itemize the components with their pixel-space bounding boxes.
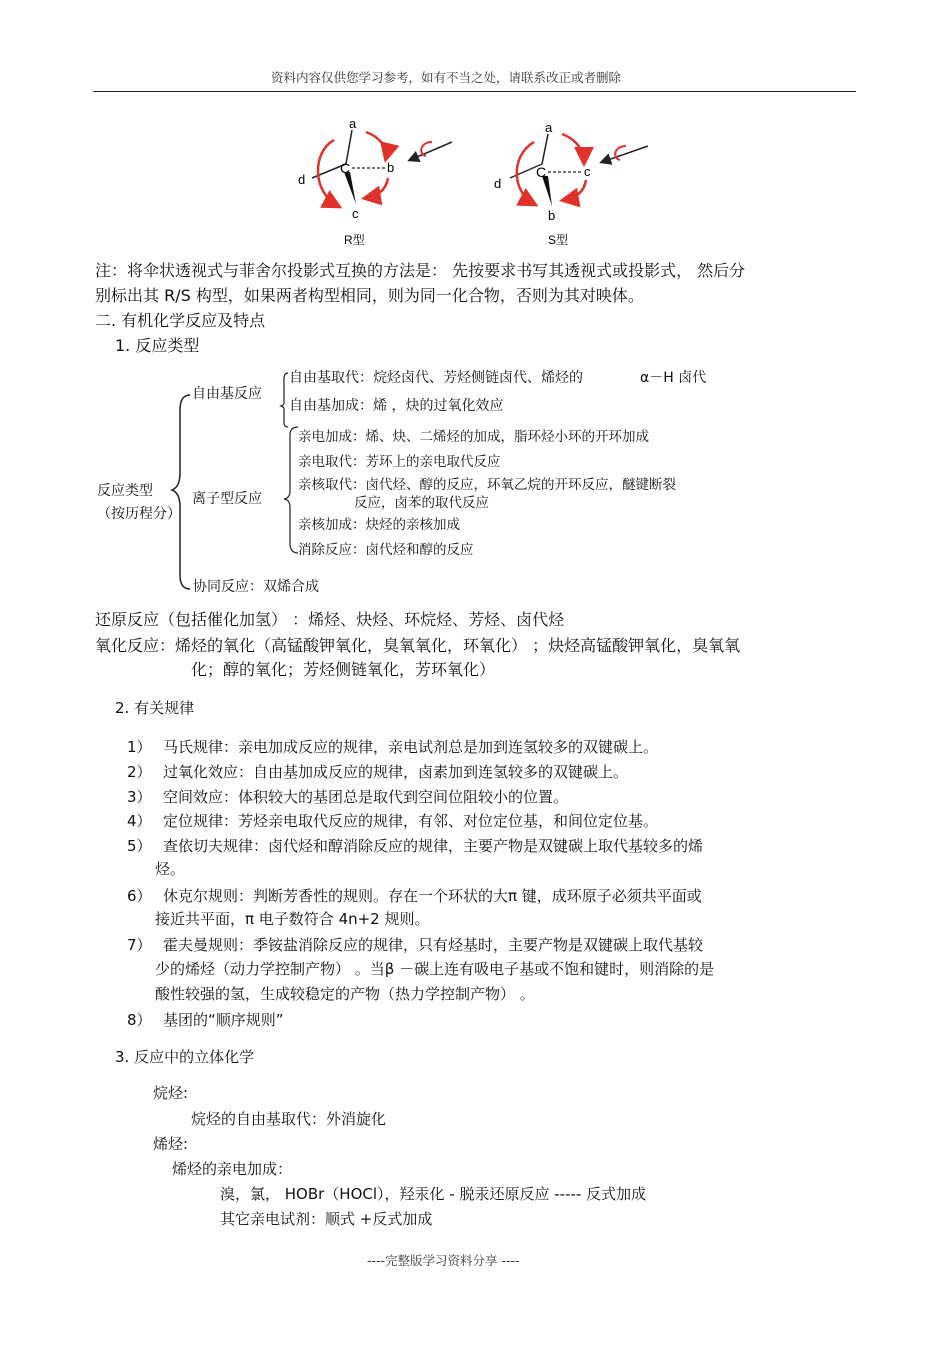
tree-radical-addition: 自由基加成：烯 ，炔的过氧化效应 <box>289 398 504 414</box>
rule-number: 2） <box>127 763 152 781</box>
rule-number: 5） <box>127 837 152 855</box>
rule-text: 霍夫曼规则：季铵盐消除反应的规律，只有烃基时，主要产物是双键碳上取代基较 <box>163 936 704 954</box>
r-right-label: b <box>387 160 395 175</box>
alkene-heading: 烯烃: <box>153 1135 189 1153</box>
r-top-label: a <box>349 116 357 131</box>
rule-text-continued: 酸性较强的氢，生成较稳定的产物（热力学控制产物） 。 <box>155 985 535 1003</box>
subsection-3-heading: 3. 反应中的立体化学 <box>115 1048 255 1066</box>
r-center-label: C <box>340 160 351 176</box>
rule-text: 过氧化效应：自由基加成反应的规律，卤素加到连氢较多的双键碳上。 <box>163 763 629 781</box>
alkane-heading: 烷烃: <box>153 1084 189 1102</box>
rule-number: 8） <box>127 1011 152 1029</box>
header-rule <box>93 91 856 92</box>
s-configuration-diagram <box>494 120 648 247</box>
alkane-item: 烷烃的自由基取代：外消旋化 <box>191 1110 387 1128</box>
page-footer: ----完整版学习资料分享 ---- <box>367 1253 520 1268</box>
rule-text: 马氏规律：亲电加成反应的规律，亲电试剂总是加到连氢较多的双键碳上。 <box>163 738 659 756</box>
oxidation-line-2: 化；醇的氧化；芳烃侧链氧化，芳环氧化） <box>191 660 496 679</box>
tree-ionic-item: 消除反应：卤代烃和醇的反应 <box>298 542 474 558</box>
reduction-text: 还原反应（包括催化加氢） ：烯烃、炔烃、环烷烃、芳烃、卤代烃 <box>95 610 565 629</box>
subsection-2-heading: 2. 有关规律 <box>115 699 195 717</box>
tree-ionic-item: 亲电加成：烯、炔、二烯烃的加成，脂环烃小环的开环加成 <box>298 429 649 445</box>
rule-text-continued: 烃。 <box>155 860 186 878</box>
rule-text: 空间效应：体积较大的基团总是取代到空间位阻较小的位置。 <box>163 788 569 806</box>
s-center-label: C <box>536 164 547 180</box>
s-caption: S型 <box>548 233 569 247</box>
alkene-line-2: 其它亲电试剂：顺式 +反式加成 <box>220 1210 433 1228</box>
tree-radical-substitution: 自由基取代：烷烃卤代、芳烃侧链卤代、烯烃的 <box>289 370 583 386</box>
tree-ionic-item: 亲电取代：芳环上的亲电取代反应 <box>298 454 501 470</box>
rule-number: 3） <box>127 788 152 806</box>
rule-text: 查依切夫规律：卤代烃和醇消除反应的规律，主要产物是双键碳上取代基较多的烯 <box>163 837 704 855</box>
s-top-label: a <box>545 120 553 135</box>
page-header: 资料内容仅供您学习参考，如有不当之处，请联系改正或者删除 <box>271 70 622 85</box>
oxidation-line-1: 氧化反应：烯烃的氧化（高锰酸钾氧化，臭氧氧化，环氧化） ；炔烃高锰酸钾氧化，臭氧氧 <box>95 636 741 655</box>
tree-radical-substitution-tail: α－H 卤代 <box>640 370 707 386</box>
r-left-label: d <box>298 172 306 187</box>
tree-ionic-item: 反应，卤苯的取代反应 <box>354 495 489 511</box>
tree-concerted-label: 协同反应：双烯合成 <box>193 579 319 595</box>
rule-text: 休克尔规则：判断芳香性的规则。存在一个环状的大π 键，成环原子必须共平面或 <box>163 887 702 905</box>
tree-radical-label: 自由基反应 <box>192 386 262 402</box>
section-2-heading: 二. 有机化学反应及特点 <box>95 311 266 330</box>
subsection-1-heading: 1. 反应类型 <box>115 336 200 355</box>
tree-ionic-item: 亲核取代：卤代烃、醇的反应，环氧乙烷的开环反应，醚键断裂 <box>298 477 676 493</box>
rule-number: 4） <box>127 812 152 830</box>
r-bottom-label: c <box>352 206 359 221</box>
tree-ionic-item: 亲核加成：炔烃的亲核加成 <box>298 517 460 533</box>
note-line-1: 注：将伞状透视式与菲舍尔投影式互换的方法是： 先按要求书写其透视式或投影式， 然后分 <box>95 261 746 280</box>
s-left-label: d <box>494 176 502 191</box>
alkene-item: 烯烃的亲电加成： <box>172 1160 293 1178</box>
note-line-2: 别标出其 R/S 构型，如果两者构型相同，则为同一化合物，否则为其对映体。 <box>95 286 644 305</box>
tree-ionic-label: 离子型反应 <box>192 491 262 507</box>
rule-number: 7） <box>127 936 152 954</box>
alkene-line-1: 溴，氯， HOBr（HOCl），羟汞化 - 脱汞还原反应 ----- 反式加成 <box>220 1185 647 1203</box>
s-bottom-label: b <box>548 208 556 223</box>
rule-text: 基团的“顺序规则” <box>163 1011 284 1029</box>
rule-number: 6） <box>127 887 152 905</box>
rule-text: 定位规律：芳烃亲电取代反应的规律，有邻、对位定位基，和间位定位基。 <box>163 812 659 830</box>
r-configuration-diagram <box>298 116 452 247</box>
rule-number: 1） <box>127 738 152 756</box>
tree-root-label: 反应类型 <box>97 483 153 499</box>
s-right-label: c <box>584 164 591 179</box>
r-caption: R型 <box>344 233 365 247</box>
rs-configuration-figure <box>290 112 670 252</box>
tree-root-sublabel: （按历程分） <box>97 506 181 522</box>
rule-text-continued: 少的烯烃（动力学控制产物） 。当β －碳上连有吸电子基或不饱和键时，则消除的是 <box>155 960 715 978</box>
rule-text-continued: 接近共平面，π 电子数符合 4n+2 规则。 <box>155 910 430 928</box>
